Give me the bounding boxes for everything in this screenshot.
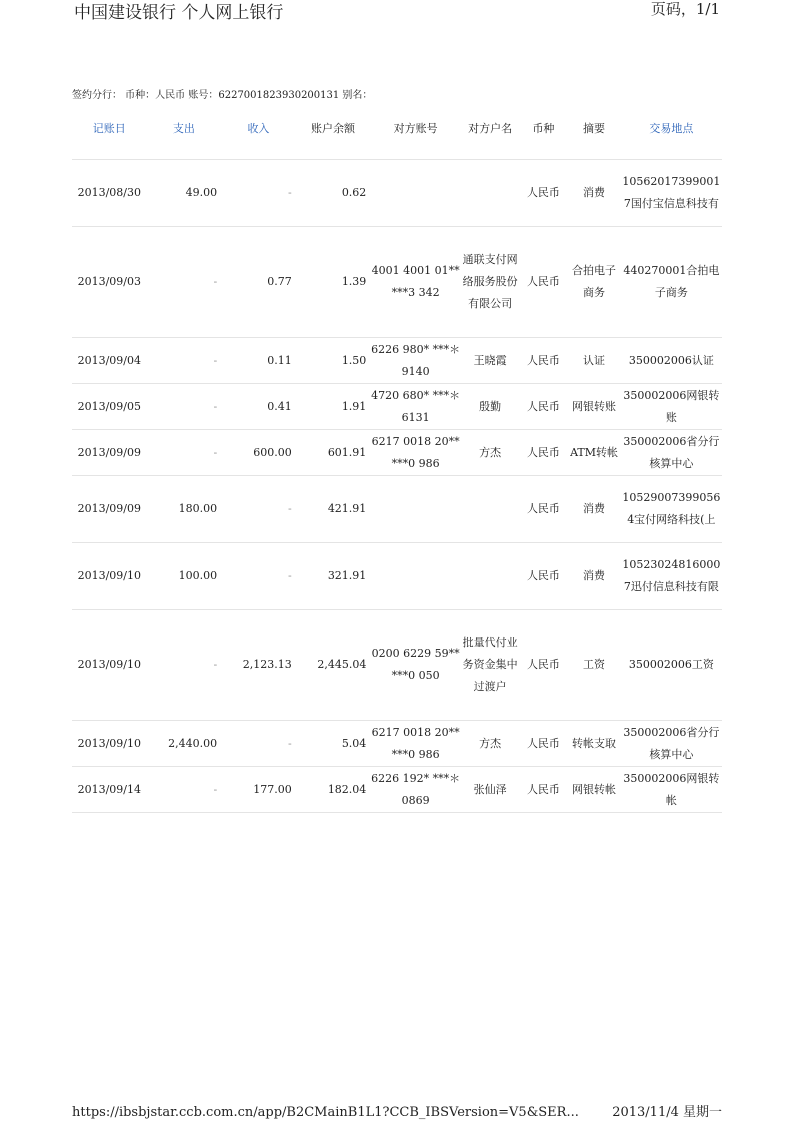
cell-location: 350002006省分行核算中心	[621, 430, 722, 476]
cell-balance: 182.04	[296, 767, 371, 813]
cell-date: 2013/09/05	[72, 384, 147, 430]
cell-credit: -	[221, 160, 296, 227]
cell-counter-account: 6217 0018 20** ***0 986	[370, 721, 461, 767]
cell-currency: 人民币	[519, 384, 567, 430]
cell-counter-name	[461, 160, 520, 227]
cell-credit: 2,123.13	[221, 610, 296, 721]
cell-balance: 321.91	[296, 543, 371, 610]
cell-credit: 0.77	[221, 227, 296, 338]
cell-location: 350002006网银转账	[621, 384, 722, 430]
account-info: 签约分行： 币种：人民币 账号：6227001823930200131 别名：	[72, 90, 373, 101]
cell-balance: 1.39	[296, 227, 371, 338]
col-location[interactable]: 交易地点	[649, 122, 694, 135]
transaction-table	[72, 99, 722, 813]
col-counter-account: 对方账号	[393, 122, 438, 135]
cell-summary: 消费	[567, 476, 620, 543]
cell-balance: 601.91	[296, 430, 371, 476]
cell-counter-name: 方杰	[461, 430, 520, 476]
cell-currency: 人民币	[519, 430, 567, 476]
cell-date: 2013/09/03	[72, 227, 147, 338]
cell-debit: -	[147, 384, 222, 430]
cell-date: 2013/09/09	[72, 430, 147, 476]
footer-url: https://ibsbjstar.ccb.com.cn/app/B2CMainB1L1?CCB_IBSVersion=V5&SER...	[72, 1105, 579, 1120]
cell-location: 350002006认证	[621, 338, 722, 384]
cell-balance: 2,445.04	[296, 610, 371, 721]
cell-debit: 49.00	[147, 160, 222, 227]
table-header-row	[72, 99, 722, 160]
cell-date: 2013/09/04	[72, 338, 147, 384]
cell-currency: 人民币	[519, 721, 567, 767]
cell-location: 105290073990564宝付网络科技(上	[621, 476, 722, 543]
col-counter-name: 对方户名	[468, 122, 513, 135]
cell-location: 105620173990017国付宝信息科技有	[621, 160, 722, 227]
cell-date: 2013/09/10	[72, 543, 147, 610]
cell-debit: 100.00	[147, 543, 222, 610]
cell-currency: 人民币	[519, 227, 567, 338]
cell-summary: 转帐支取	[567, 721, 620, 767]
cell-counter-name	[461, 543, 520, 610]
table-row	[72, 543, 722, 610]
cell-credit: 600.00	[221, 430, 296, 476]
table-row	[72, 721, 722, 767]
table-row	[72, 610, 722, 721]
cell-location: 350002006工资	[621, 610, 722, 721]
cell-counter-name: 通联支付网络服务股份有限公司	[461, 227, 520, 338]
cell-counter-account: 0200 6229 59** ***0 050	[370, 610, 461, 721]
cell-counter-account: 6226 192* ***＊0869	[370, 767, 461, 813]
cell-counter-account	[370, 543, 461, 610]
cell-summary: 消费	[567, 543, 620, 610]
cell-counter-account: 4001 4001 01** ***3 342	[370, 227, 461, 338]
cell-date: 2013/09/10	[72, 610, 147, 721]
cell-summary: 认证	[567, 338, 620, 384]
cell-counter-account: 4720 680* ***＊6131	[370, 384, 461, 430]
table-row	[72, 476, 722, 543]
cell-summary: 工资	[567, 610, 620, 721]
col-balance: 账户余额	[311, 122, 356, 135]
cell-date: 2013/09/14	[72, 767, 147, 813]
cell-balance: 421.91	[296, 476, 371, 543]
cell-counter-name: 批量代付业务资金集中过渡户	[461, 610, 520, 721]
col-credit[interactable]: 收入	[247, 122, 270, 135]
cell-date: 2013/08/30	[72, 160, 147, 227]
cell-currency: 人民币	[519, 160, 567, 227]
cell-currency: 人民币	[519, 543, 567, 610]
cell-balance: 5.04	[296, 721, 371, 767]
cell-counter-account	[370, 160, 461, 227]
cell-counter-account: 6226 980* ***＊9140	[370, 338, 461, 384]
cell-counter-name: 方杰	[461, 721, 520, 767]
cell-counter-name	[461, 476, 520, 543]
table-row	[72, 430, 722, 476]
cell-currency: 人民币	[519, 767, 567, 813]
cell-debit: -	[147, 430, 222, 476]
cell-counter-account: 6217 0018 20** ***0 986	[370, 430, 461, 476]
table-row	[72, 767, 722, 813]
cell-counter-name: 王晓霞	[461, 338, 520, 384]
page-number: 页码，1/1	[650, 0, 720, 18]
table-row	[72, 160, 722, 227]
cell-debit: -	[147, 767, 222, 813]
cell-summary: 消费	[567, 160, 620, 227]
table-row	[72, 227, 722, 338]
bank-title: 中国建设银行 个人网上银行	[74, 3, 284, 23]
col-summary: 摘要	[583, 122, 606, 135]
cell-date: 2013/09/09	[72, 476, 147, 543]
footer-date: 2013/11/4 星期一	[612, 1105, 722, 1120]
cell-summary: ATM转帐	[567, 430, 620, 476]
cell-location: 350002006网银转帐	[621, 767, 722, 813]
cell-credit: 177.00	[221, 767, 296, 813]
cell-credit: -	[221, 476, 296, 543]
cell-currency: 人民币	[519, 338, 567, 384]
cell-summary: 网银转账	[567, 384, 620, 430]
cell-debit: -	[147, 338, 222, 384]
cell-counter-account	[370, 476, 461, 543]
cell-currency: 人民币	[519, 476, 567, 543]
cell-location: 105230248160007迅付信息科技有限	[621, 543, 722, 610]
cell-counter-name: 殷勤	[461, 384, 520, 430]
col-debit[interactable]: 支出	[172, 122, 195, 135]
cell-currency: 人民币	[519, 610, 567, 721]
cell-date: 2013/09/10	[72, 721, 147, 767]
col-currency: 币种	[532, 122, 555, 135]
cell-summary: 网银转帐	[567, 767, 620, 813]
cell-balance: 0.62	[296, 160, 371, 227]
cell-debit: -	[147, 610, 222, 721]
col-date[interactable]: 记账日	[92, 122, 126, 135]
cell-location: 350002006省分行核算中心	[621, 721, 722, 767]
cell-debit: 180.00	[147, 476, 222, 543]
cell-credit: -	[221, 543, 296, 610]
cell-summary: 合拍电子商务	[567, 227, 620, 338]
cell-location: 440270001合拍电子商务	[621, 227, 722, 338]
cell-credit: 0.41	[221, 384, 296, 430]
cell-credit: 0.11	[221, 338, 296, 384]
cell-debit: -	[147, 227, 222, 338]
cell-balance: 1.50	[296, 338, 371, 384]
table-row	[72, 384, 722, 430]
cell-debit: 2,440.00	[147, 721, 222, 767]
table-row	[72, 338, 722, 384]
cell-balance: 1.91	[296, 384, 371, 430]
cell-counter-name: 张仙泽	[461, 767, 520, 813]
cell-credit: -	[221, 721, 296, 767]
